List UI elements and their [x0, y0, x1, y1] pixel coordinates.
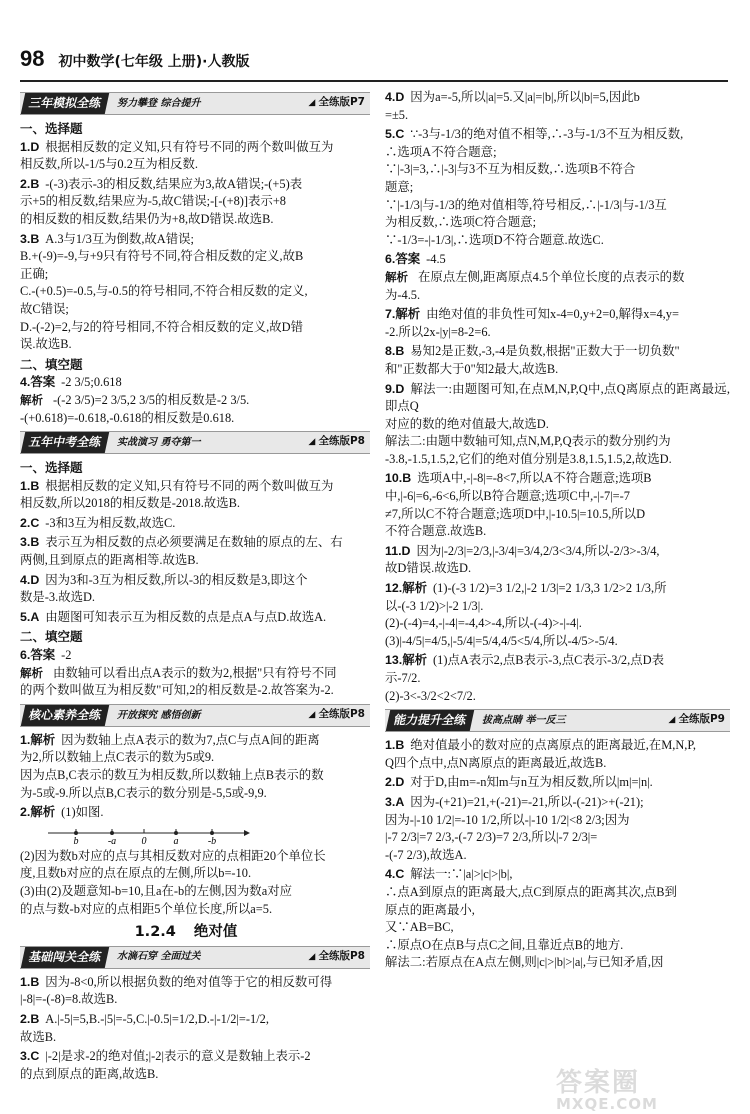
section-slogan: 拔高点睛 举一反三: [482, 714, 566, 726]
answer-item: 9.D 解法一:由题图可知,在点M,N,P,Q中,点Q离原点的距离最远,即点Q 对应的数的绝对值最大,故选D. 解法二:由题中数轴可知,点N,M,P,Q表示的数分别约为 -3.8,-1.5,1.5,2,它们的绝对值分别是3.8,1.5,1.5,2,故选D.: [385, 381, 730, 466]
answer-item: 7.解析 由绝对值的非负性可知x-4=0,y+2=0,解得x=4,y= -2.所以2x-|y|=8-2=6.: [385, 307, 679, 339]
section-bar: [20, 704, 370, 727]
section-slogan: 努力攀登 综合提升: [117, 97, 201, 109]
answer-item: 4.答案 -2 3/5;0.618 解析 -(-2 3/5)=2 3/5,2 3/5的相反数是-2 3/5. -(+0.618)=-0.618,-0.618的相反数是0.618.: [20, 375, 250, 425]
subheading: 二、填空题: [20, 629, 83, 645]
section-ref: ◢ 全练版P8: [308, 706, 365, 725]
answer-item: 2.C -3和3互为相反数,故选C.: [20, 515, 176, 530]
answer-item: 2.解析 (1)如图. b -a 0 a -b (2)因为数b对应的点与其相反数对应的点相距20个单位长 度,且数b对应的点在原点的左侧,所以b=-10. (3)由(2)及题意知-b=10,且a在-b的左侧,因为数a对应 的点与数-b对应的点相距5个单位长度,所以a=5.: [20, 805, 326, 916]
tick-label: a: [173, 835, 179, 846]
section-badge: 能力提升全练: [386, 710, 474, 731]
tick-label: b: [73, 835, 79, 846]
answer-item: 4.C 解法一:∵|a|>|c|>|b|, ∴点A到原点的距离最大,点C到原点的距离其次,点B到 原点的距离最小, 又∵AB=BC, ∴原点O在点B与点C之间,且靠近点B的地方. 解法二:若原点在A点左侧,则|c|>|b|>|a|,与已知矛盾,因: [385, 867, 677, 970]
answer-item: 4.D 因为a=-5,所以|a|=5.又|a|=|b|,所以|b|=5,因此b =±5.: [385, 90, 640, 122]
right-column: [385, 88, 730, 974]
section-bar: [20, 92, 370, 115]
section-bar: [20, 946, 370, 969]
answer-item: 5.A 由题图可知表示互为相反数的点是点A与点D.故选A.: [20, 609, 327, 624]
section-slogan: 开放探究 感悟创新: [117, 709, 201, 721]
answer-item: 6.答案 -4.5 解析 在原点左侧,距离原点4.5个单位长度的点表示的数 为-4.5.: [385, 252, 685, 302]
section-bar: [385, 709, 730, 732]
answer-item: 10.B 选项A中,-|-8|=-8<7,所以A不符合题意;选项B 中,|-6|=6,-6<6,所以B符合题意;选项C中,-|-7|=-7 ≠7,所以C不符合题意;选项D中,|-10.5|=10.5,所以D 不符合题意.故选B.: [385, 471, 652, 539]
answer-item: 1.B 因为-8<0,所以根据负数的绝对值等于它的相反数可得 |-8|=-(-8)=8.故选B.: [20, 974, 333, 1007]
section-badge: 三年模拟全练: [21, 93, 109, 114]
watermark-logo: 答案圈 MXQE.COM: [556, 1068, 658, 1113]
answer-item: 1.B 绝对值最小的数对应的点离原点的距离最近,在M,N,P, Q四个点中,点N离原点的距离最近,故选B.: [385, 738, 696, 770]
answer-item: 8.B 易知2是正数,-3,-4是负数,根据"正数大于一切负数" 和"正数都大于0"知2最大,故选B.: [385, 344, 680, 376]
answer-item: 1.B 根据相反数的定义知,只有符号不同的两个数叫做互为 相反数,所以2018的相反数是-2018.故选B.: [20, 478, 334, 511]
answer-item: 5.C ∵-3与-1/3的绝对值不相等,∴-3与-1/3不互为相反数, ∴选项A不符合题意; ∵|-3|=3,∴|-3|与3不互为相反数,∴选项B不符合 题意; ∵|-1/3|与-1/3的绝对值相等,符号相反,∴|-1/3|与-1/3互 为相反数,∴选项C符合题意; ∵-1/3=-|-1/3|,∴选项D不符合题意.故选C.: [385, 127, 684, 247]
answer-item: 6.答案 -2 解析 由数轴可以看出点A表示的数为2,根据"只有符号不同 的两个数叫做互为相反数"可知,2的相反数是-2.故答案为-2.: [20, 648, 337, 698]
book-title: 初中数学(七年级 上册)·人教版: [58, 54, 250, 70]
section-badge: 五年中考全练: [21, 432, 109, 453]
number-line-figure: [44, 824, 254, 846]
tick-label: 0: [141, 835, 147, 846]
header-rule: [20, 80, 728, 82]
section-slogan: 水滴石穿 全面过关: [117, 951, 201, 963]
answer-item: 1.解析 因为数轴上点A表示的数为7,点C与点A间的距离 为2,所以数轴上点C表示的数为5或9. 因为点B,C表示的数互为相反数,所以数轴上点B表示的数 为-5或-9.所以点B,C表示的数分别是-5,5或-9,9.: [20, 732, 324, 800]
answer-item: 4.D 因为3和-3互为相反数,所以-3的相反数是3,即这个 数是-3.故选D.: [20, 572, 308, 605]
answer-item: 3.C |-2|是求-2的绝对值;|-2|表示的意义是数轴上表示-2 的点到原点的距离,故选B.: [20, 1049, 311, 1081]
section-slogan: 实战演习 勇夺第一: [117, 436, 201, 448]
answer-item: 3.B 表示互为相反数的点必须要满足在数轴的原点的左、右 两侧,且到原点的距离相等.故选B.: [20, 535, 343, 568]
lesson-title: 1.2.4 绝对值: [134, 924, 238, 941]
section-ref: ◢ 全练版P7: [308, 94, 365, 113]
answer-item: 13.解析 (1)点A表示2,点B表示-3,点C表示-3/2,点D表 示-7/2. (2)-3<-3/2<2<7/2.: [385, 653, 664, 703]
tick-label: -b: [207, 835, 217, 846]
tick-label: -a: [107, 835, 117, 846]
page-header: [20, 46, 249, 76]
page-number: 98: [20, 46, 45, 71]
section-bar: [20, 431, 370, 454]
answer-item: 1.D 根据相反数的定义知,只有符号不同的两个数叫做互为 相反数,所以-1/5与0.2互为相反数.: [20, 139, 334, 172]
answer-item: 2.B A.|-5|=5,B.-|5|=-5,C.|-0.5|=1/2,D.-|-1/2|=-1/2, 故选B.: [20, 1011, 269, 1044]
subheading: 一、选择题: [20, 121, 83, 136]
subheading: 二、填空题: [20, 356, 83, 372]
section-badge: 基础闯关全练: [21, 947, 109, 968]
answer-item: 3.B A.3与1/3互为倒数,故A错误; B.+(-9)=-9,与+9只有符号不同,符合相反数的定义,故B 正确; C.-(+0.5)=-0.5,与-0.5的符号相同,不符合相反数的定义, 故C错误; D.-(-2)=2,与2的符号相同,不符合相反数的定义,故D错 误.故选B.: [20, 231, 308, 352]
answer-item: 12.解析 (1)-(-3 1/2)=3 1/2,|-2 1/3|=2 1/3,3 1/2>2 1/3,所 以-(-3 1/2)>|-2 1/3|. (2)-(-4)=4,-|-4|=-4,4>-4,所以-(-4)>-|-4|. (3)|-4/5|=4/5,|-5/4|=5/4,4/5<5/4,所以-4/5>-5/4.: [385, 581, 667, 648]
section-ref: ◢ 全练版P8: [308, 948, 365, 967]
answer-item: 3.A 因为-(+21)=21,+(-21)=-21,所以-(-21)>+(-21); 因为-|-10 1/2|=-10 1/2,所以-|-10 1/2|<8 2/3;因为 |-7 2/3|=7 2/3,-(-7 2/3)=7 2/3,所以|-7 2/3|= -(-7 2/3),故选A.: [385, 794, 644, 862]
left-column: [20, 88, 370, 1085]
answer-item: 2.B -(-3)表示-3的相反数,结果应为3,故A错误;-(+5)表 示+5的相反数,结果应为-5,故C错误;-[-(+8)]表示+8 的相反数的相反数,结果仍为+8,故D错误.故选B.: [20, 176, 303, 226]
answer-item: 11.D 因为|-2/3|=2/3,|-3/4|=3/4,2/3<3/4,所以-2/3>-3/4, 故D错误.故选D.: [385, 543, 660, 576]
answer-item: 2.D 对于D,由m=-n知m与n互为相反数,所以|m|=|n|.: [385, 775, 653, 790]
section-ref: ◢ 全练版P8: [308, 433, 365, 452]
section-badge: 核心素养全练: [21, 705, 109, 726]
section-ref: ◢ 全练版P9: [668, 711, 725, 730]
subheading: 一、选择题: [20, 460, 83, 476]
